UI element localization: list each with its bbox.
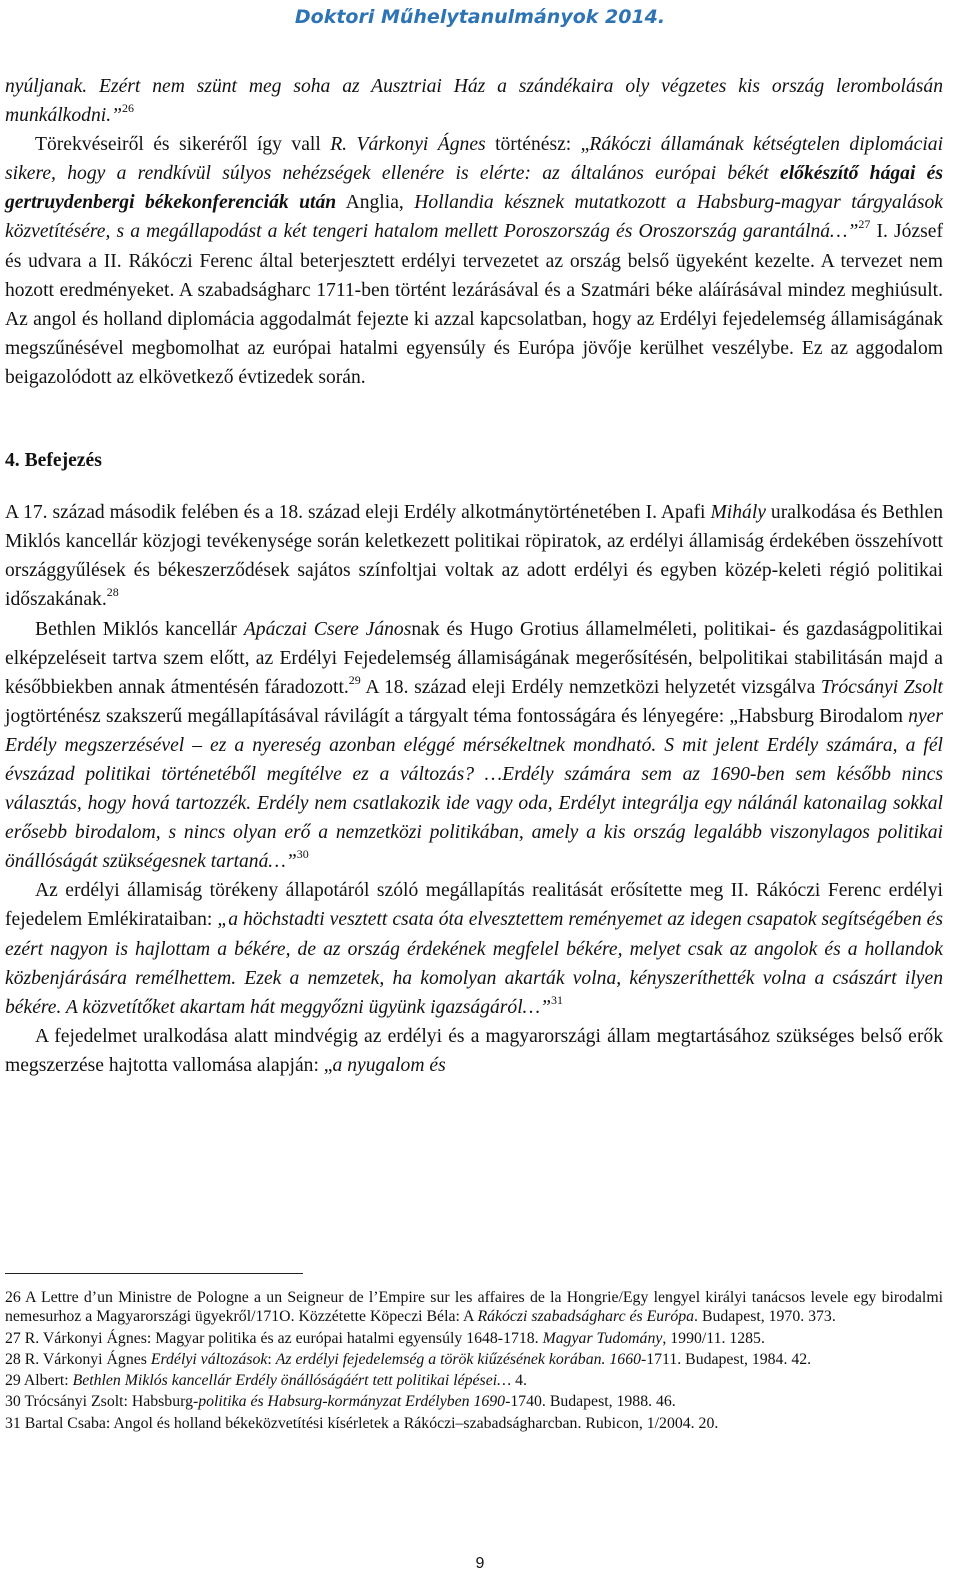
text-span: 31 Bartal Csaba: Angol és holland békeközvetítési kísérletek a Rákóczi–szabadságharcban. Rubicon, 1/2004. 20. bbox=[5, 1414, 719, 1432]
footnote-separator bbox=[5, 1273, 303, 1274]
title-text: politika és Habsurg-kormányzat Erdélyben 1690 bbox=[198, 1393, 506, 1411]
quote-text: nyúljanak. Ezért nem szünt meg soha az Ausztriai Ház a szándékaira oly végzetes kis ország lerombolásán munkálkodni.” bbox=[5, 76, 943, 127]
running-header: Doktori Műhelytanulmányok 2014. bbox=[294, 6, 666, 28]
paragraph bbox=[5, 1022, 943, 1080]
title-text: Rákóczi szabadságharc és Európa bbox=[477, 1308, 695, 1326]
footnote-28 bbox=[5, 1350, 943, 1369]
paragraph bbox=[5, 72, 943, 130]
text-span: 27 R. Várkonyi Ágnes: Magyar politika és az európai hatalmi egyensúly 1648-1718. bbox=[5, 1329, 543, 1347]
text-span: Bethlen Miklós kancellár bbox=[35, 618, 244, 640]
text-span: Az erdélyi államiság törékeny állapotáról szóló megállapítás realitását erősítette meg II. Rákóczi Ferenc erdélyi fejedelem Emlékirataiban: bbox=[5, 880, 943, 931]
text-span: uralkodása és Bethlen Miklós kancellár közjogi tevékenysége során keletkezett politikai röpiratok, az erdélyi államiság érdekében összehívott országgyűlések és békeszerződések sajátos színfoltjai voltak az adott erdélyi és egyben közép-keleti régió politikai időszakának. bbox=[5, 502, 943, 611]
text-span: 26 A Lettre d’un Ministre de Pologne a un Seigneur de l’Empire sur les affaires de la Hongrie/Egy lengyel királyi tanácsos levele egy birodalmi nemesurhoz a Magyarországi ügyekről/171O. Közzétette Köpeczi Béla: A bbox=[5, 1289, 943, 1326]
footnote-30 bbox=[5, 1392, 943, 1411]
footnote-29 bbox=[5, 1371, 943, 1390]
footnote-26 bbox=[5, 1288, 943, 1327]
text-span: 28 R. Várkonyi Ágnes bbox=[5, 1350, 151, 1368]
text-span: A 18. század eleji Erdély nemzetközi helyzetét vizsgálva bbox=[360, 676, 821, 698]
text-span: jogtörténész szakszerű megállapításával rávilágít a tárgyalt téma fontosságára és lényegére: „ bbox=[5, 705, 739, 727]
text-span: -1711. Budapest, 1984. 42. bbox=[641, 1350, 812, 1368]
text-span: 4. bbox=[511, 1372, 527, 1390]
quote-text: Rákóczi államának kétségtelen diplomáciai sikere, hogy a rendkívül súlyos nehézségek ellenére is elérte: az általános európai békét bbox=[5, 134, 944, 185]
footnote-27 bbox=[5, 1329, 943, 1348]
footnote-ref[interactable]: 29 bbox=[348, 672, 361, 687]
text-span: 30 Trócsányi Zsolt: Habsburg- bbox=[5, 1393, 199, 1411]
text-span: Anglia, bbox=[336, 192, 415, 214]
paragraph bbox=[5, 498, 943, 614]
text-span: -1740. Budapest, 1988. 46. bbox=[505, 1393, 676, 1411]
text-span: nak és Hugo Grotius államelméleti, politikai- és gazdaságpolitikai elképzeléseit tartva szem előtt, az Erdélyi Fejedelemség államiságának megerősítésén, belpolitikai stabilitásán majd a későbbiekben annak átmentésén fáradozott. bbox=[5, 618, 943, 698]
name-text: Mihály bbox=[710, 502, 766, 524]
name-text: Apáczai Csere János bbox=[243, 618, 412, 640]
main-text bbox=[5, 72, 943, 1080]
text-span: Törekvéseiről és sikeréről így vall bbox=[35, 134, 331, 156]
title-text: Erdélyi változások bbox=[150, 1350, 268, 1368]
quote-text: „a höchstadti vesztett csata óta elvesztettem reményemet az idegen csapatok segítségében és ezért nagyon is hajlottam a békére, de az ország érdekének megfelel békére, melyet csak az angolok és a hollandok közbenjárására remélhettem. Ezek a nemzetek, ha komolyan akarták volna, kényszeríthették volna a császárt ilyen békére. A közvetítőket akartam hát meggyőzni ügyünk igazságáról…” bbox=[5, 909, 943, 1018]
text-span: : bbox=[267, 1350, 276, 1368]
footnote-ref[interactable]: 27 bbox=[858, 217, 871, 232]
paragraph bbox=[5, 130, 943, 392]
text-span: történész: „ bbox=[485, 134, 590, 156]
footnote-ref[interactable]: 30 bbox=[296, 847, 309, 862]
footnotes bbox=[5, 1288, 943, 1435]
text-span: I. József és udvara a II. Rákóczi Ferenc által beterjesztett erdélyi tervezetet az ország belső ügyeként kezelte. A tervezet nem hozott eredményeket. A szabadságharc 1711-ben történt lezárásával és a Szatmári béke aláírásával mindez meghiúsult. Az angol és holland diplomácia aggodalmát fejezte ki azzal kapcsolatban, hogy az Erdélyi fejedelemség államiságának megszűnésével megbomolhat az európai hatalmi egyensúly és Európa jövője kerülhet veszélybe. Ez az aggodalom beigazolódott az elkövetkező évtizedek során. bbox=[5, 221, 944, 388]
author-name: R. Várkonyi Ágnes bbox=[330, 134, 486, 156]
title-text: Bethlen Miklós kancellár Erdély önállóságáért tett politikai lépései… bbox=[72, 1372, 512, 1390]
page-number: 9 bbox=[475, 1555, 485, 1572]
author-name: Trócsányi Zsolt bbox=[820, 676, 943, 698]
quote-text: előkészítő hágai és gertruydenbergi békekonferenciák után bbox=[5, 163, 944, 214]
footnote-ref[interactable]: 31 bbox=[551, 992, 563, 1007]
footnote-ref[interactable]: 28 bbox=[106, 585, 119, 600]
quote-text: nyer Erdély megszerzésével – ez a nyereség azonban eléggé mérsékeltnek mondható. S mit jelent Erdély számára, a fél évszázad politikai történetéből megítélve ez a változás? …Erdély számára sem az 1690-ben sem később nincs választás, hogy hová tartozzék. Erdély nem csatlakozik ide vagy oda, Erdélyt integrálja egy nálánál katonailag sokkal erősebb birodalom, s nincs olyan erő a nemzetközi politikában, amely a kis ország legalább viszonylagos politikai önállóságát szükségesnek tartaná…” bbox=[5, 705, 944, 873]
paragraph bbox=[5, 876, 943, 1021]
text-span: . Budapest, 1970. 373. bbox=[694, 1308, 836, 1326]
paragraph bbox=[5, 615, 943, 877]
text-span: A 17. század második felében és a 18. század eleji Erdély alkotmánytörténetében I. Apafi bbox=[5, 502, 711, 524]
footnote-31 bbox=[5, 1414, 943, 1433]
footnote-ref[interactable]: 26 bbox=[122, 101, 135, 116]
text-span: , 1990/11. 1285. bbox=[662, 1329, 765, 1347]
title-text: Magyar Tudomány bbox=[542, 1329, 663, 1347]
quote-text: a nyugalom és bbox=[332, 1054, 446, 1076]
text-span: A fejedelmet uralkodása alatt mindvégig az erdélyi és a magyarországi állam megtartásához szükséges belső erők megszerzése hajtotta vallomása alapján: „ bbox=[5, 1025, 943, 1076]
title-text: Az erdélyi fejedelemség a török kiűzésének korában. 1660 bbox=[275, 1350, 641, 1368]
text-span: 29 Albert: bbox=[5, 1372, 73, 1390]
text-span: Habsburg Birodalom bbox=[738, 705, 903, 727]
section-heading: 4. Befejezés bbox=[5, 450, 102, 472]
quote-text: Hollandia késznek mutatkozott a Habsburg-magyar tárgyalások közvetítésére, s a megállapodást a két tengeri hatalom mellett Poroszország és Oroszország garantálná…” bbox=[5, 192, 943, 243]
